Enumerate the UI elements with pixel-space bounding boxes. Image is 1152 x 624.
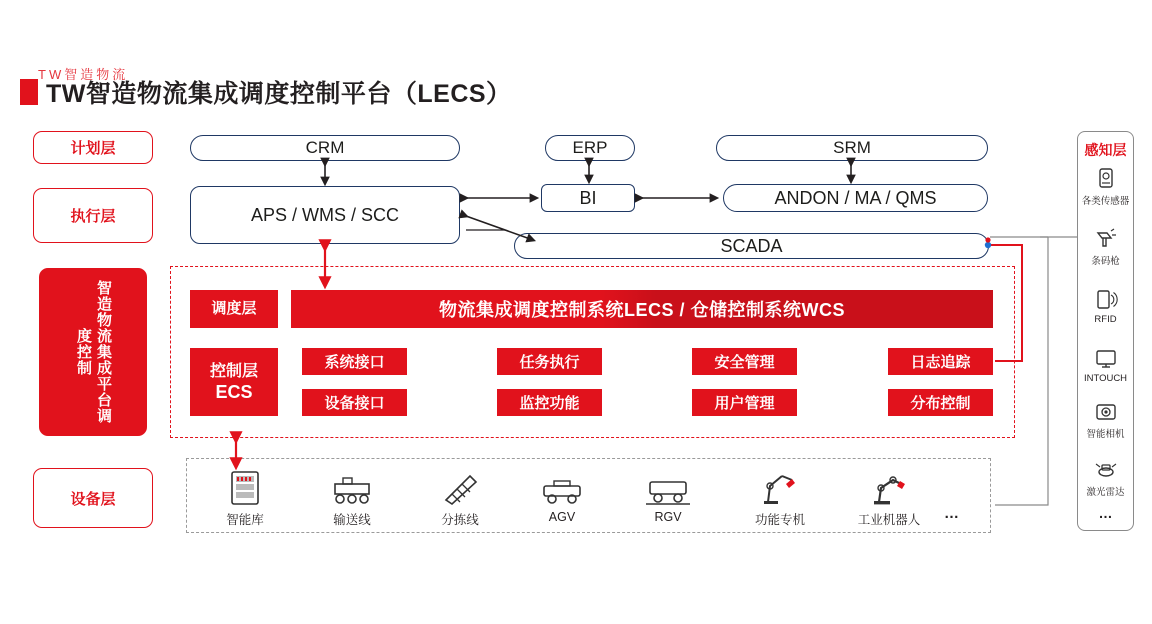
smart-warehouse-icon <box>199 468 291 506</box>
conveyor-icon <box>306 468 398 506</box>
function-cell-distributed-control: 分布控制 <box>888 389 993 416</box>
box-scada: SCADA <box>514 233 989 259</box>
label-control-layer-ecs <box>190 348 278 416</box>
lecs-wcs-bar: 物流集成调度控制系统LECS / 仓储控制系统WCS <box>291 290 993 328</box>
layer-chip-execution: 执行层 <box>33 188 153 243</box>
special-machine-icon <box>734 468 826 506</box>
function-cell-monitoring: 监控功能 <box>497 389 602 416</box>
device-item-sorter <box>414 468 506 528</box>
device-label: 工业机器人 <box>857 513 921 527</box>
layer-chip-plan: 计划层 <box>33 131 153 164</box>
label-control-layer: 控制层 <box>209 363 258 380</box>
title-accent-bar <box>20 79 38 105</box>
label-ecs: ECS <box>215 382 253 402</box>
sensing-item-intouch <box>1077 345 1134 384</box>
sensing-item-smart-camera <box>1077 398 1134 440</box>
box-bi: BI <box>541 184 635 212</box>
box-crm: CRM <box>190 135 460 161</box>
title-ghost-text: TW智造物流 <box>38 67 129 82</box>
box-andon-ma-qms: ANDON / MA / QMS <box>723 184 988 212</box>
device-item-industrial-robot <box>843 468 935 528</box>
layer-chip-core-platform: 智造物流集成平台调度控制 <box>39 268 147 436</box>
box-aps-wms-scc: APS / WMS / SCC <box>190 186 460 244</box>
device-item-rgv <box>622 468 714 524</box>
function-cell-system-interface: 系统接口 <box>302 348 407 375</box>
title-label: TW智造物流集成调度控制平台（LECS） <box>46 80 512 108</box>
function-cell-log-tracing: 日志追踪 <box>888 348 993 375</box>
rgv-icon <box>622 468 714 506</box>
sensing-label: 条码枪 <box>1091 256 1120 267</box>
rfid-icon <box>1077 286 1134 312</box>
agv-icon <box>516 468 608 506</box>
layer-chip-device: 设备层 <box>33 468 153 528</box>
sensing-label: 各类传感器 <box>1081 196 1130 207</box>
sensing-label: 激光雷达 <box>1086 487 1125 498</box>
device-label: AGV <box>548 510 576 524</box>
sensing-item-rfid <box>1077 286 1134 325</box>
function-cell-safety-management: 安全管理 <box>692 348 797 375</box>
device-label: 功能专机 <box>754 513 805 527</box>
lidar-icon <box>1077 456 1134 482</box>
device-label: 智能库 <box>226 513 264 527</box>
device-item-special-machine <box>734 468 826 528</box>
page-title <box>20 74 512 110</box>
function-cell-device-interface: 设备接口 <box>302 389 407 416</box>
device-item-conveyor <box>306 468 398 528</box>
sensing-item-barcode-scanner <box>1077 225 1134 267</box>
device-label: RGV <box>654 510 682 524</box>
sensing-label: INTOUCH <box>1083 373 1128 384</box>
device-label: 输送线 <box>333 513 371 527</box>
label-scheduling-layer: 调度层 <box>190 290 278 328</box>
sensor-icon <box>1077 165 1134 191</box>
function-cell-task-execution: 任务执行 <box>497 348 602 375</box>
sensing-item-lidar <box>1077 456 1134 498</box>
device-more-ellipsis: … <box>944 505 959 522</box>
device-item-smart-warehouse <box>199 468 291 528</box>
sensing-label: RFID <box>1094 314 1117 325</box>
sensing-more-ellipsis: … <box>1098 505 1113 521</box>
box-srm: SRM <box>716 135 988 161</box>
device-label: 分拣线 <box>441 513 479 527</box>
sensing-label: 智能相机 <box>1086 429 1125 440</box>
function-cell-user-management: 用户管理 <box>692 389 797 416</box>
device-item-agv <box>516 468 608 524</box>
sorter-icon <box>414 468 506 506</box>
sensing-layer-title: 感知层 <box>1084 142 1127 158</box>
sensing-item-sensor <box>1077 165 1134 207</box>
intouch-icon <box>1077 345 1134 371</box>
smart-camera-icon <box>1077 398 1134 424</box>
industrial-robot-icon <box>843 468 935 506</box>
barcode-scanner-icon <box>1077 225 1134 251</box>
box-erp: ERP <box>545 135 635 161</box>
